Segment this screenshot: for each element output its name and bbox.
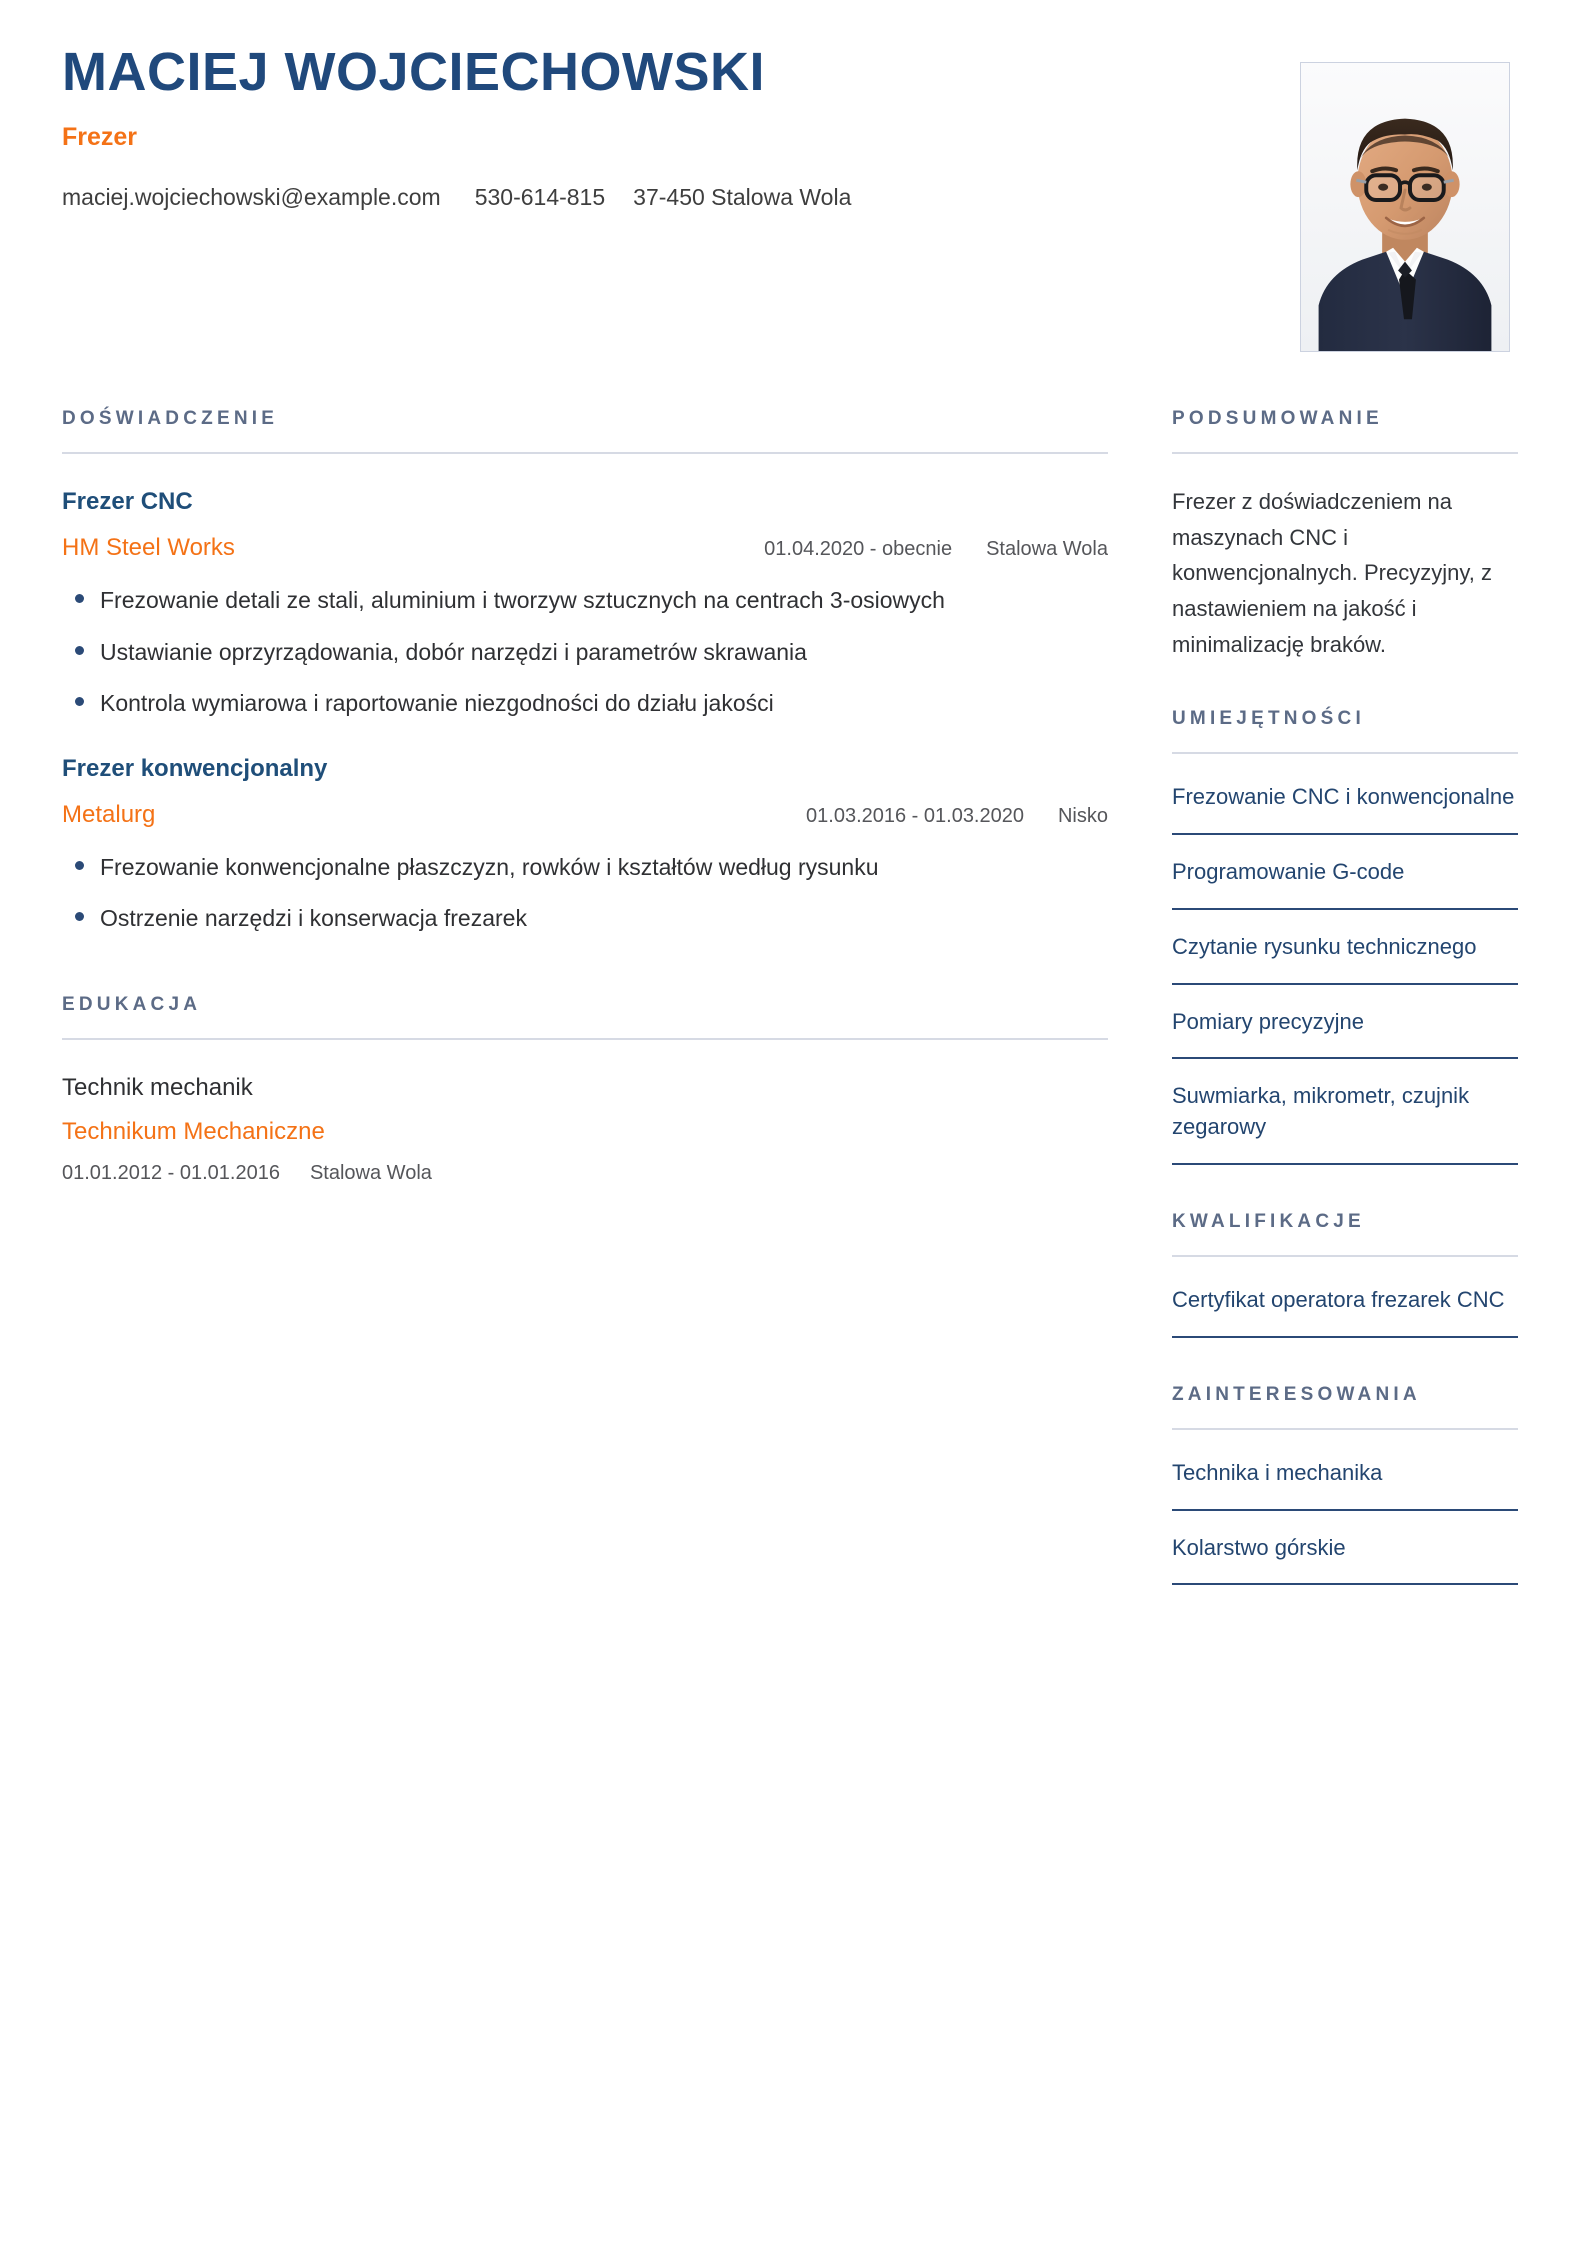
list-item: Pomiary precyzyjne <box>1172 985 1518 1060</box>
education-degree: Technik mechanik <box>62 1073 253 1101</box>
interests-list <box>1172 1434 1518 1586</box>
experience-section <box>62 408 1108 936</box>
interests-divider <box>1172 1428 1518 1430</box>
summary-divider <box>1172 452 1518 454</box>
list-item: Certyfikat operatora frezarek CNC <box>1172 1261 1518 1338</box>
experience-company: HM Steel Works <box>62 534 235 561</box>
experience-location: Nisko <box>1057 804 1108 827</box>
list-item: Czytanie rysunku technicznego <box>1172 910 1518 985</box>
experience-divider <box>62 452 1108 454</box>
portrait-photo-icon <box>1301 63 1509 351</box>
experience-role: Frezer konwencjonalny <box>62 754 328 782</box>
experience-meta <box>806 805 1108 828</box>
interests-heading: ZAINTERESOWANIA <box>1172 1383 1421 1405</box>
experience-dates: 01.04.2020 - obecnie <box>764 538 953 560</box>
experience-entry <box>62 488 1108 721</box>
list-item: Kontrola wymiarowa i raportowanie niezgodności do działu jakości <box>62 687 1108 721</box>
list-item: Ustawianie oprzyrządowania, dobór narzędzi i parametrów skrawania <box>62 636 1108 670</box>
summary-heading: PODSUMOWANIE <box>1172 408 1383 429</box>
qualifications-list <box>1172 1261 1518 1338</box>
interests-section <box>1172 1384 1518 1586</box>
skills-divider <box>1172 752 1518 754</box>
summary-text: Frezer z doświadczeniem na maszynach CNC i konwencjonalnych. Precyzyjny, z nastawieniem na jakość i minimalizację braków. <box>1172 489 1492 657</box>
list-item: Technika i mechanika <box>1172 1434 1518 1511</box>
list-item: Frezowanie CNC i konwencjonalne <box>1172 758 1518 835</box>
education-meta <box>62 1162 1108 1185</box>
experience-bullet-list <box>62 851 1108 936</box>
qualifications-heading: KWALIFIKACJE <box>1172 1210 1365 1232</box>
experience-subline <box>62 801 1108 829</box>
experience-company: Metalurg <box>62 800 156 828</box>
list-item: Suwmiarka, mikrometr, czujnik zegarowy <box>1172 1059 1518 1165</box>
education-section <box>62 994 1108 1185</box>
experience-dates: 01.03.2016 - 01.03.2020 <box>806 804 1024 827</box>
experience-entry <box>62 755 1108 936</box>
list-item: Programowanie G-code <box>1172 835 1518 910</box>
experience-location: Stalowa Wola <box>986 538 1108 560</box>
experience-subline <box>62 534 1108 562</box>
list-item: Frezowanie detali ze stali, aluminium i tworzyw sztucznych na centrach 3-osiowych <box>62 584 1108 618</box>
experience-meta <box>764 538 1108 561</box>
list-item: Kolarstwo górskie <box>1172 1511 1518 1586</box>
qualifications-section <box>1172 1211 1518 1338</box>
skills-section <box>1172 708 1518 1165</box>
list-item: Frezowanie konwencjonalne płaszczyzn, rowków i kształtów według rysunku <box>62 851 1108 885</box>
list-item: Ostrzenie narzędzi i konserwacja frezarek <box>62 902 1108 936</box>
skills-list <box>1172 758 1518 1165</box>
education-entry <box>62 1074 1108 1185</box>
page-title: MACIEJ WOJCIECHOWSKI <box>62 42 766 102</box>
education-location: Stalowa Wola <box>309 1161 432 1184</box>
phone-value: 530-614-815 <box>474 183 606 210</box>
sidebar <box>1172 408 1518 1631</box>
education-school: Technikum Mechaniczne <box>62 1117 325 1145</box>
job-title: Frezer <box>62 122 138 151</box>
experience-role: Frezer CNC <box>62 488 193 515</box>
main-column <box>62 408 1108 1185</box>
email-value: maciej.wojciechowski@example.com <box>62 183 441 210</box>
avatar <box>1300 62 1510 352</box>
experience-heading: DOŚWIADCZENIE <box>62 408 279 429</box>
address-value: 37-450 Stalowa Wola <box>633 183 852 210</box>
summary-section <box>1172 408 1518 662</box>
education-heading: EDUKACJA <box>62 993 202 1015</box>
education-divider <box>62 1038 1108 1040</box>
qualifications-divider <box>1172 1255 1518 1257</box>
education-dates: 01.01.2012 - 01.01.2016 <box>62 1161 280 1184</box>
skills-heading: UMIEJĘTNOŚCI <box>1172 708 1365 730</box>
experience-bullet-list <box>62 584 1108 721</box>
